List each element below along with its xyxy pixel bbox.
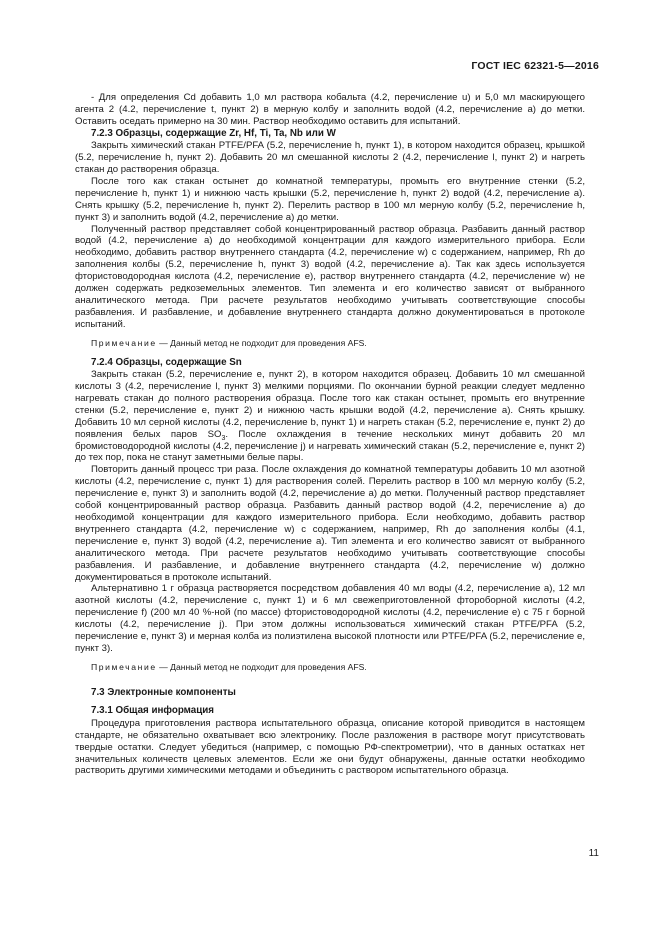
paragraph: Полученный раствор представляет собой концентрированный раствор образца. Разбавить данный раствор водой (4.2, перечисление a) до необходимой концентрации для каждого измерительного прибора. Если необходимо, добавить раствор внутреннего стандарта (4.2, перечисление w) с содержанием, например, Rh до заполнения колбы (5.2, перечисление h, пункт 3) водой (4.2, перечисление a). Так как здесь используется фтористоводородная кислота (4.2, перечисление e), раствор внутреннего стандарта (4.2, перечисление w) не должен содержать редкоземельных элементов. Тип элемента и его количество зависят от выбранного аналитического метода. При расчете результатов необходимо учитывать соответствующие способы разбавления. И разбавление, и добавление внутреннего стандарта должно документироваться в протоколе испытаний. <box>75 223 585 330</box>
section-heading-7-3: 7.3 Электронные компоненты <box>91 686 236 698</box>
paragraph-cd: - Для определения Cd добавить 1,0 мл раствора кобальта (4.2, перечисление u) и 5,0 мл маскирующего агента 2 (4.2, перечисление t, пункт 2) в мерную колбу и заполнить водой (4.2, перечисление a) до метки. Оставить оседать примерно на 30 мин. Раствор необходимо оставить для испытаний. <box>75 92 585 127</box>
document-body <box>75 92 585 777</box>
note-label: Примечание <box>91 337 157 348</box>
section-heading-7-2-4: 7.2.4 Образцы, содержащие Sn <box>91 356 242 368</box>
paragraph: Альтернативно 1 г образца растворяется посредством добавления 40 мл воды (4.2, перечисление a), 12 мл азотной кислоты (4.2, перечисление c, пункт 1) и 6 мл свежеприготовленной фтороборной кислоты (4.2, перечисление f) (200 мл 40 %-ной (по массе) фтористоводородной кислоты (4.2, перечисление e) с 75 г борной кислоты (4.2, перечисление j). При этом должны использоваться химический стакан PTFE/PFA (5.2, перечисление e, пункт 3) и мерная колба из полиэтилена высокой плотности или PTFE/PFA (5.2, перечисление e, пункт 3). <box>75 583 585 654</box>
note-text: — Данный метод не подходит для проведения AFS. <box>156 661 367 672</box>
paragraph: Повторить данный процесс три раза. После охлаждения до комнатной температуры добавить 10 мл азотной кислоты (4.2, перечисление c, пункт 1) для растворения солей. Перелить раствор в 100 мл мерную колбу (5.2, перечисление e, пункт 3) и заполнить водой (4.2, перечисление a) до метки. Полученный раствор представляет собой концентрированный раствор образца. Разбавить данный раствор водой (4.2, перечисление a) до необходимой концентрации для каждого измерительного прибора. Если необходимо, добавить раствор внутреннего стандарта (4.2, перечисление w) с содержанием, например, Rh до заполнения колбы (4.1, перечисление e, пункт 3) водой (4.2, перечисление a). Тип элемента и его количество зависят от выбранного аналитического метода. При расчете результатов необходимо учитывать соответствующие способы разбавления. И разбавление, и добавление внутреннего стандарта (4.2, перечисление w) должно документироваться в протоколе испытаний. <box>75 464 585 583</box>
paragraph <box>75 369 585 464</box>
note-text: — Данный метод не подходит для проведения AFS. <box>156 337 367 348</box>
note <box>75 662 585 674</box>
subscript: 3 <box>221 434 226 442</box>
section-heading-7-3-1: 7.3.1 Общая информация <box>91 705 215 717</box>
paragraph-text: . После охлаждения в течение нескольких минут добавить 20 мл бромистоводородной кислоты (4.2, перечисление j) и нагревать химический стакан (5.2, перечисление e, пункт 2) до тех пор, пока не станут заметными белые пары. <box>75 428 585 464</box>
document-header: ГОСТ IEC 62321-5—2016 <box>471 60 599 72</box>
note <box>75 338 585 350</box>
paragraph: Процедура приготовления раствора испытательного образца, описание которой приводится в настоящем стандарте, не обязательно охватывает всю электронику. После разложения в растворе могут присутствовать твердые остатки. Следует убедиться (например, с помощью РФ-спектрометрии), что в данных остатках нет значительных количеств целевых элементов. Если же они будут обнаружены, данные остатки необходимо растворить другими химическими методами и объединить с раствором испытательного образца. <box>75 717 585 777</box>
section-heading-7-2-3: 7.2.3 Образцы, содержащие Zr, Hf, Ti, Ta, Nb или W <box>91 127 336 139</box>
paragraph: После того как стакан остынет до комнатной температуры, промыть его внутренние стенки (5.2, перечисление h, пункт 1) и нижнюю часть крышки (5.2, перечисление h, пункт 2) водой (4.2, перечисление a). Снять крышку (5.2, перечисление h, пункт 2). Перелить раствор в 100 мл мерную колбу (5.2, перечисление h, пункт 3) и заполнить водой (4.2, перечисление a) до метки. <box>75 175 585 223</box>
note-label: Примечание <box>91 661 157 672</box>
page-number: 11 <box>588 848 599 859</box>
paragraph: Закрыть химический стакан PTFE/PFA (5.2, перечисление h, пункт 1), в котором находится образец, крышкой (5.2, перечисление h, пункт 2). Добавить 20 мл смешанной кислоты 2 (4.2, перечисление l, пункт 2) и нагреть стакан до растворения образца. <box>75 140 585 176</box>
paragraph-text: Закрыть стакан (5.2, перечисление e, пункт 2), в котором находится образец. Добавить 10 мл смешанной кислоты 3 (4.2, перечисление l, пункт 3) мелкими порциями. По окончании бурной реакции следует медленно нагревать стакан до полного растворения образца. После того как стакан остынет, промыть его внутренние стенки (5.2, перечисление e, пункт 2) и нижнюю часть крышки водой (4.2, перечисление a). Снять крышку. Добавить 10 мл серной кислоты (4.2, перечисление b, пункт 1) и нагреть стакан (5.2, перечисление e, пункт 2) до появления белых паров SO <box>75 369 585 440</box>
